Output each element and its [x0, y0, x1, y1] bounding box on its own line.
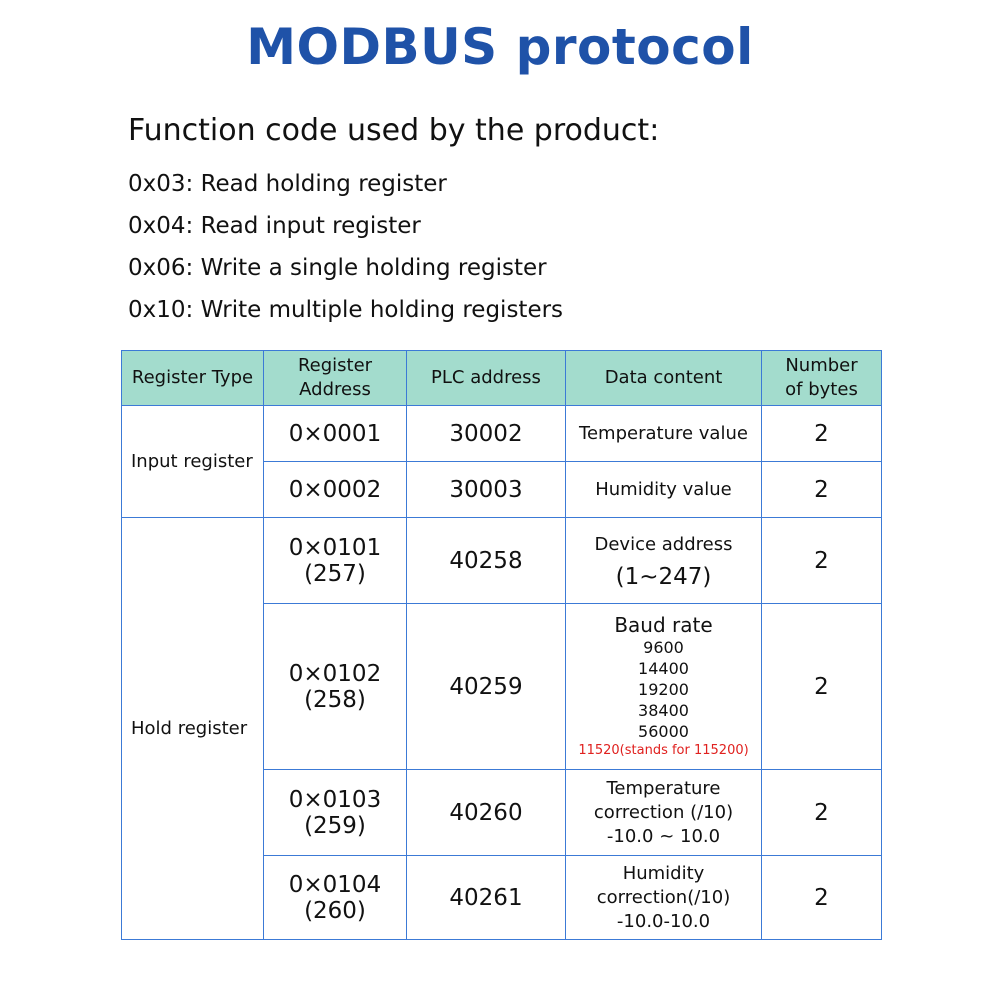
register-address-cell: 0×0001: [264, 406, 407, 462]
register-address-dec: (258): [304, 686, 366, 713]
data-content-line: correction (/10): [593, 801, 734, 823]
function-code-item: 0x06: Write a single holding register: [128, 255, 547, 281]
plc-address-cell: 40259: [407, 604, 566, 770]
register-address-dec: (260): [304, 897, 366, 924]
header-bytes-line2: of bytes: [785, 379, 858, 400]
register-address-hex: 0×0102: [288, 660, 382, 687]
table-header-row: [122, 351, 882, 406]
plc-address-cell: 30003: [407, 462, 566, 518]
register-address-hex: 0×0103: [288, 786, 382, 813]
header-plc-address: PLC address: [407, 351, 566, 406]
baud-rate-option: 14400: [638, 659, 689, 678]
data-content-cell: [566, 856, 762, 940]
register-address-cell: [264, 604, 407, 770]
data-content-label: Device address: [594, 533, 733, 555]
header-register-type: Register Type: [122, 351, 264, 406]
bytes-cell: 2: [762, 770, 882, 856]
data-content-line: -10.0-10.0: [616, 910, 711, 932]
header-number-of-bytes: [762, 351, 882, 406]
data-content-cell: [566, 770, 762, 856]
function-code-item: 0x03: Read holding register: [128, 171, 447, 197]
baud-rate-option: 56000: [638, 722, 689, 741]
bytes-cell: 2: [762, 462, 882, 518]
data-content-line: -10.0 ~ 10.0: [606, 825, 721, 847]
header-register-address: [264, 351, 407, 406]
function-code-heading: Function code used by the product:: [128, 113, 660, 148]
data-content-line: correction(/10): [596, 886, 731, 908]
data-content-line: Humidity: [622, 862, 705, 884]
data-content-line: Temperature: [606, 777, 721, 799]
bytes-cell: 2: [762, 406, 882, 462]
register-type-hold: Hold register: [122, 518, 264, 940]
register-address-cell: [264, 770, 407, 856]
register-address-cell: 0×0002: [264, 462, 407, 518]
register-address-hex: 0×0101: [288, 534, 382, 561]
baud-rate-option: 19200: [638, 680, 689, 699]
data-content-cell: Humidity value: [566, 462, 762, 518]
page-title: MODBUS protocol: [246, 18, 754, 76]
plc-address-cell: 40258: [407, 518, 566, 604]
table-row: [122, 406, 882, 462]
plc-address-cell: 30002: [407, 406, 566, 462]
data-content-cell: [566, 518, 762, 604]
plc-address-cell: 40261: [407, 856, 566, 940]
register-address-hex: 0×0104: [288, 871, 382, 898]
register-address-dec: (259): [304, 812, 366, 839]
baud-rate-option: 38400: [638, 701, 689, 720]
register-table: [121, 350, 882, 940]
function-code-item: 0x10: Write multiple holding registers: [128, 297, 564, 323]
bytes-cell: 2: [762, 604, 882, 770]
header-register-address-line1: Register: [297, 355, 373, 376]
register-address-cell: [264, 518, 407, 604]
bytes-cell: 2: [762, 856, 882, 940]
function-code-list: [128, 168, 563, 336]
header-data-content: Data content: [566, 351, 762, 406]
header-register-address-line2: Address: [299, 379, 371, 400]
function-code-item: 0x04: Read input register: [128, 213, 421, 239]
data-content-cell: Temperature value: [566, 406, 762, 462]
baud-rate-note: 11520(stands for 115200): [578, 743, 749, 758]
header-bytes-line1: Number: [785, 355, 858, 376]
data-content-cell: [566, 604, 762, 770]
plc-address-cell: 40260: [407, 770, 566, 856]
data-content-range: (1~247): [615, 563, 712, 590]
baud-rate-option: 9600: [643, 638, 684, 657]
bytes-cell: 2: [762, 518, 882, 604]
table-row: [122, 518, 882, 604]
register-address-cell: [264, 856, 407, 940]
baud-rate-label: Baud rate: [614, 613, 713, 637]
register-type-input: Input register: [122, 406, 264, 518]
register-address-dec: (257): [304, 560, 366, 587]
